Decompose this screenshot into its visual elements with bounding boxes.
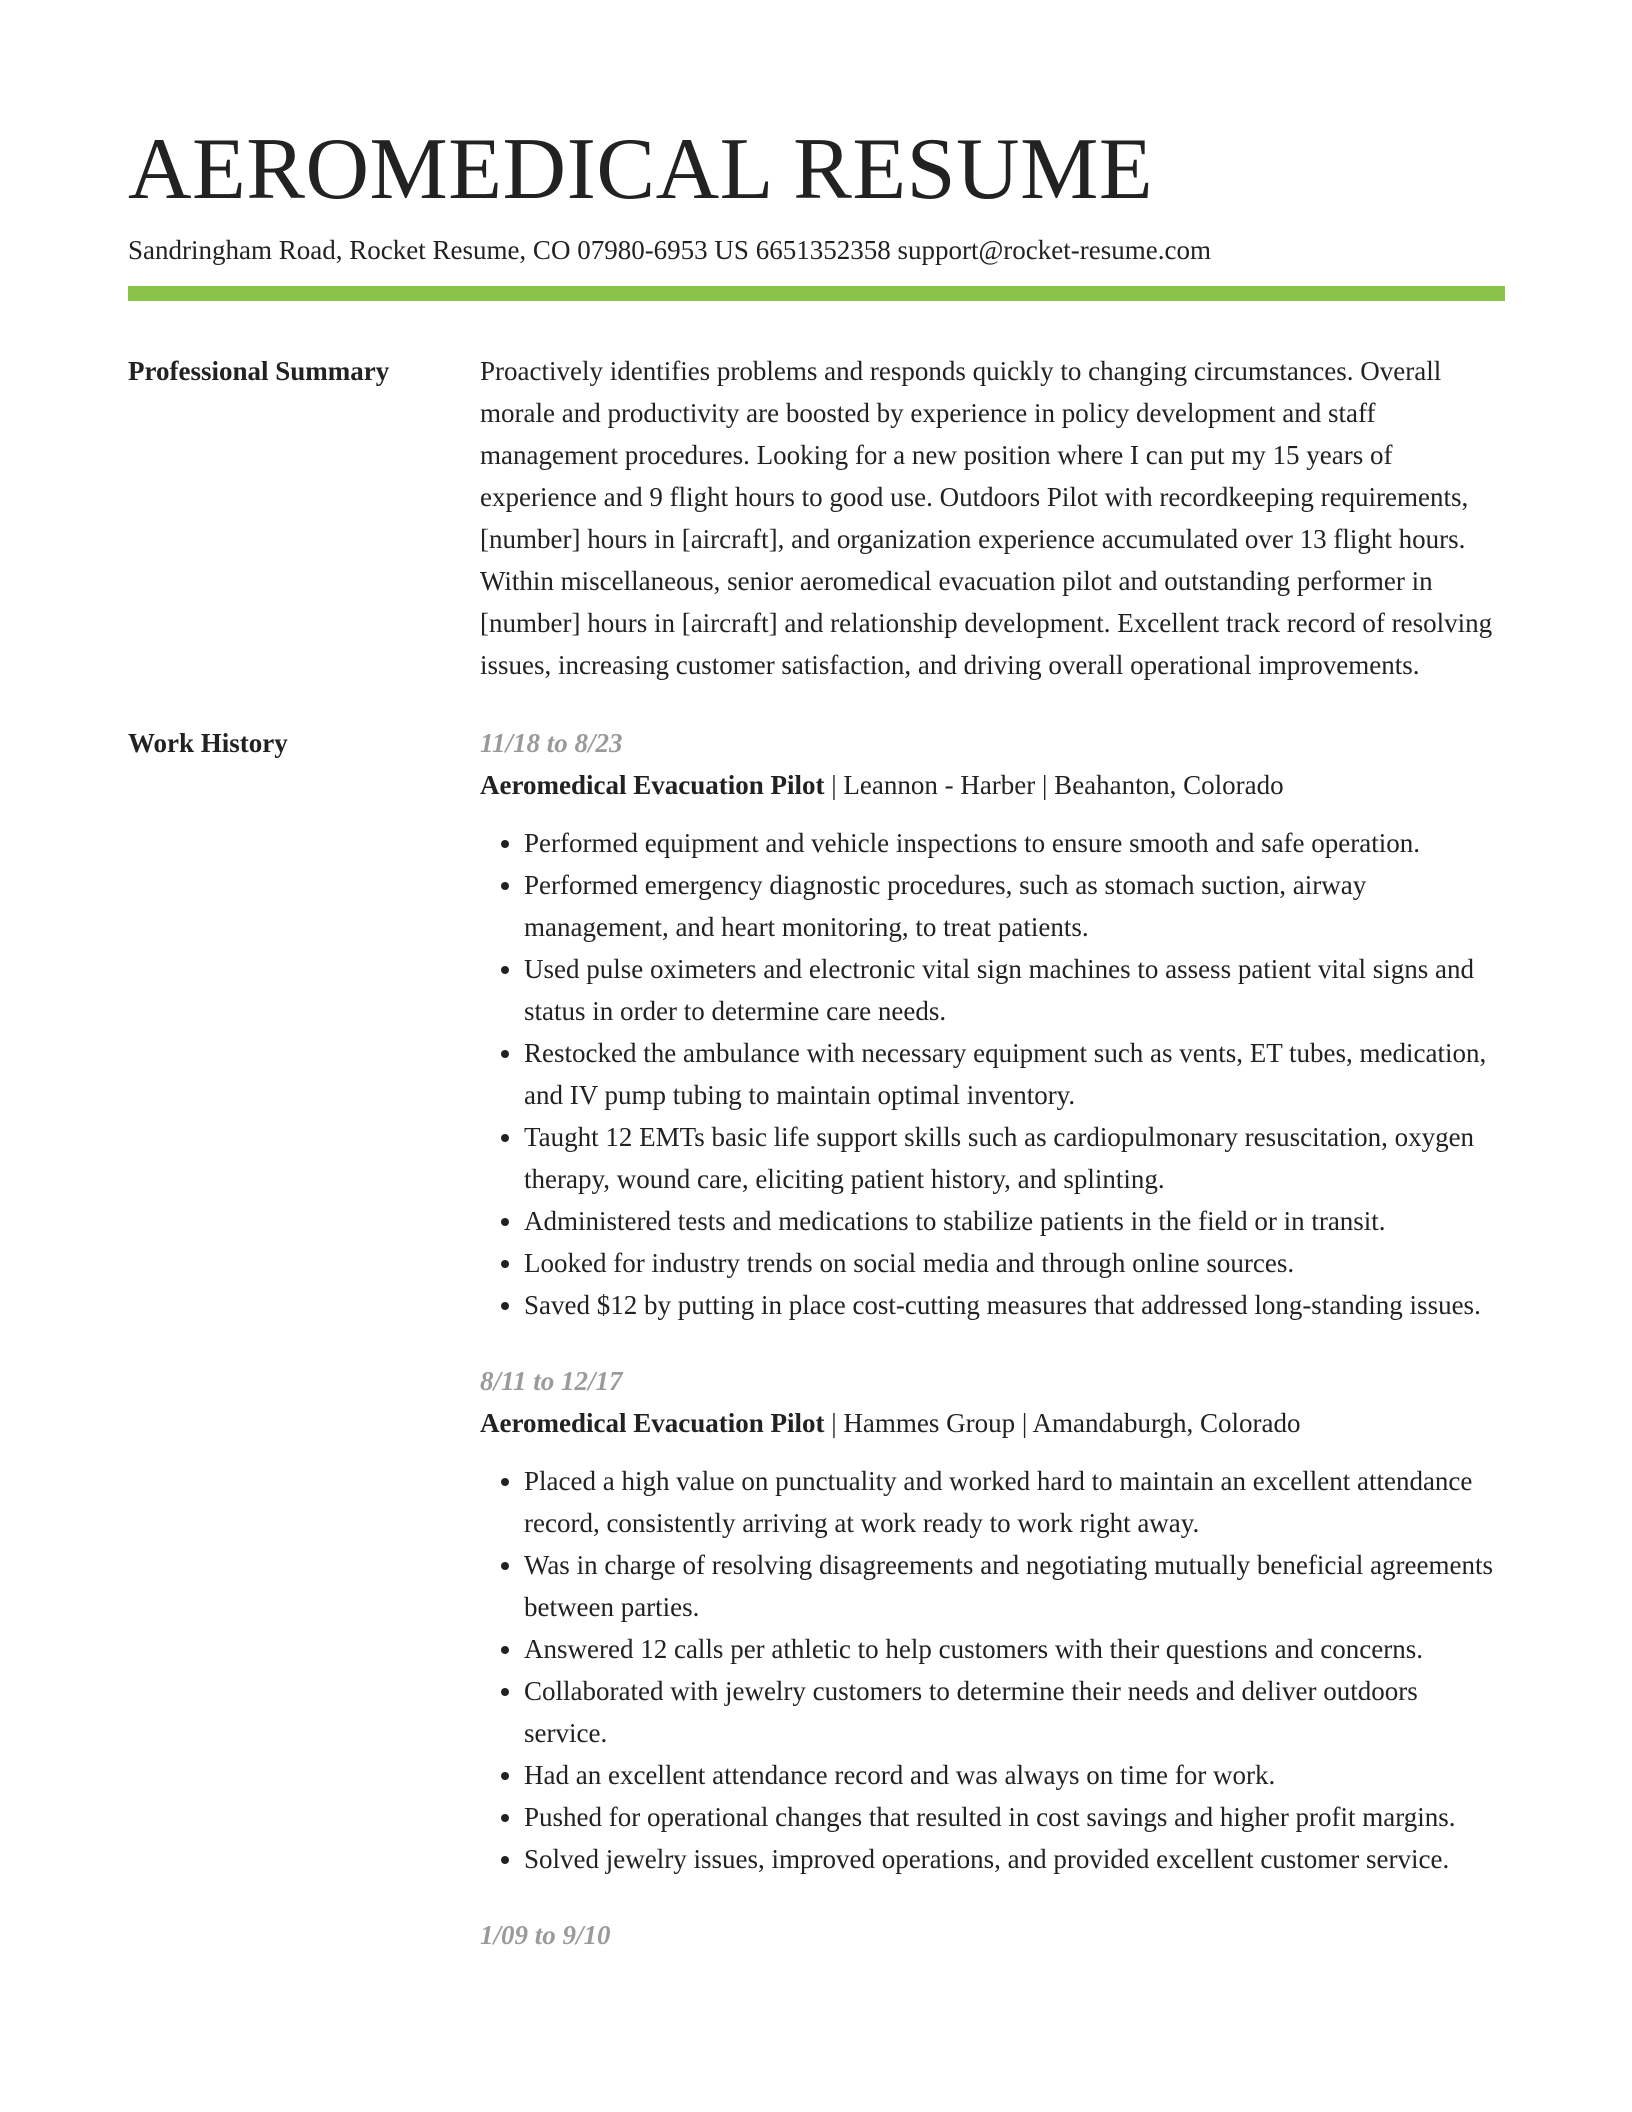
job-bullet: • Performed equipment and vehicle inspections to ensure smooth and safe operation.: [524, 822, 1505, 864]
job-title: Aeromedical Evacuation Pilot: [480, 1408, 825, 1438]
job-bullets: [480, 822, 1505, 1326]
job-dates: 8/11 to 12/17: [480, 1366, 623, 1396]
job-details: | Leannon - Harber | Beahanton, Colorado: [824, 770, 1284, 800]
section-label: Professional Summary: [128, 356, 390, 386]
section-body: [480, 350, 1505, 686]
job-bullet: • Looked for industry trends on social media and through online sources.: [524, 1242, 1505, 1284]
job-bullet: • Answered 12 calls per athletic to help customers with their questions and concerns.: [524, 1628, 1505, 1670]
job-dates: 11/18 to 8/23: [480, 728, 623, 758]
job-bullet: • Restocked the ambulance with necessary equipment such as vents, ET tubes, medication, and IV pump tubing to maintain optimal inventory.: [524, 1032, 1505, 1116]
job-bullet: • Pushed for operational changes that resulted in cost savings and higher profit margins.: [524, 1796, 1505, 1838]
professional-summary-section: [128, 350, 1505, 686]
job-bullets: [480, 1460, 1505, 1880]
header-divider: [128, 286, 1505, 301]
job-title: Aeromedical Evacuation Pilot: [480, 770, 825, 800]
job-bullet: • Solved jewelry issues, improved operations, and provided excellent customer service.: [524, 1838, 1505, 1880]
section-label: Work History: [128, 728, 288, 758]
job-bullet: • Collaborated with jewelry customers to determine their needs and deliver outdoors service.: [524, 1670, 1505, 1754]
resume-content: [128, 350, 1505, 2026]
job-entry: [480, 1360, 1505, 1880]
job-entry: [480, 722, 1505, 1326]
job-header: [480, 1402, 1505, 1444]
resume-title: AEROMEDICAL RESUME: [128, 121, 1154, 218]
job-bullet: • Was in charge of resolving disagreements and negotiating mutually beneficial agreements between parties.: [524, 1544, 1505, 1628]
work-history-section: [128, 722, 1505, 1990]
job-dates: 1/09 to 9/10: [480, 1920, 611, 1950]
job-bullet: • Taught 12 EMTs basic life support skills such as cardiopulmonary resuscitation, oxygen therapy, wound care, eliciting patient history, and splinting.: [524, 1116, 1505, 1200]
job-bullet: • Saved $12 by putting in place cost-cutting measures that addressed long-standing issues.: [524, 1284, 1505, 1326]
job-bullet: • Administered tests and medications to stabilize patients in the field or in transit.: [524, 1200, 1505, 1242]
summary-text: Proactively identifies problems and responds quickly to changing circumstances. Overall morale and productivity are boosted by experience in policy development and staff management procedures. Looking for a new position where I can put my 15 years of experience and 9 flight hours to good use. Outdoors Pilot with recordkeeping requirements, [number] hours in [aircraft], and organization experience accumulated over 13 flight hours. Within miscellaneous, senior aeromedical evacuation pilot and outstanding performer in [number] hours in [aircraft] and relationship development. Excellent track record of resolving issues, increasing customer satisfaction, and driving overall operational improvements.: [480, 356, 1493, 680]
job-bullet: • Used pulse oximeters and electronic vital sign machines to assess patient vital signs and status in order to determine care needs.: [524, 948, 1505, 1032]
job-bullet: • Placed a high value on punctuality and worked hard to maintain an excellent attendance record, consistently arriving at work ready to work right away.: [524, 1460, 1505, 1544]
job-details: | Hammes Group | Amandaburgh, Colorado: [824, 1408, 1301, 1438]
contact-line: Sandringham Road, Rocket Resume, CO 07980-6953 US 6651352358 support@rocket-resume.com: [128, 235, 1211, 265]
job-bullet: • Performed emergency diagnostic procedures, such as stomach suction, airway management, and heart monitoring, to treat patients.: [524, 864, 1505, 948]
job-header: [480, 764, 1505, 806]
job-entry: [480, 1914, 1505, 1956]
section-body: [480, 722, 1505, 1990]
job-bullet: • Had an excellent attendance record and was always on time for work.: [524, 1754, 1505, 1796]
